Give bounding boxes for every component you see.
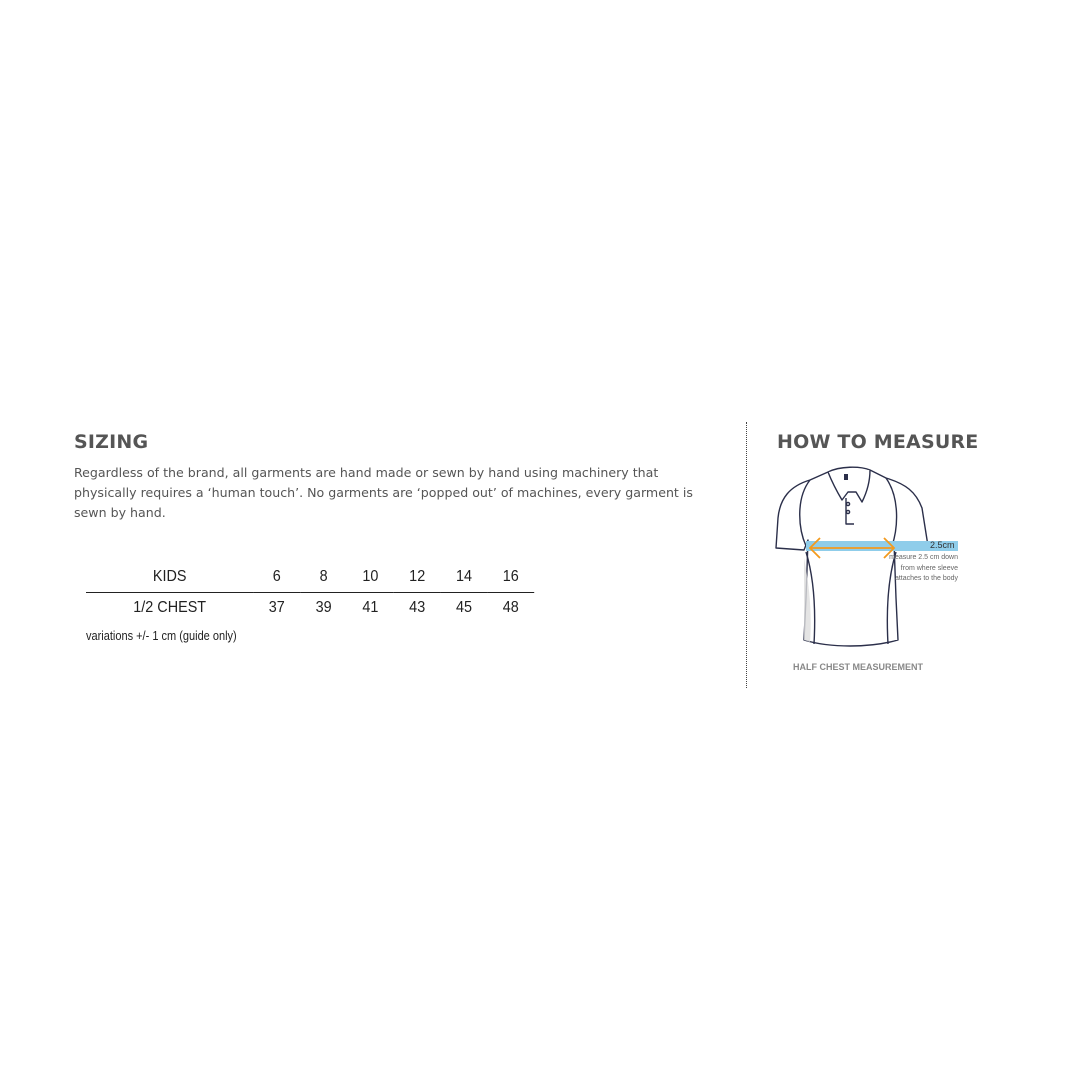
chest-cell: 39 [315, 599, 332, 616]
measure-title: HOW TO MEASURE [777, 431, 979, 453]
table-row [86, 593, 534, 624]
chest-cell: 41 [362, 599, 379, 616]
size-cell: 12 [394, 562, 441, 593]
chest-cell: 37 [268, 599, 285, 616]
kids-label: KIDS [86, 562, 253, 593]
diagram-caption: HALF CHEST MEASUREMENT [793, 662, 923, 672]
table-header-row [86, 562, 534, 593]
size-cell: 14 [441, 562, 488, 593]
size-chart-table [86, 562, 534, 623]
offset-label: 2.5cm [930, 540, 955, 550]
size-cell: 10 [347, 562, 394, 593]
section-divider [746, 422, 747, 688]
variation-note: variations +/- 1 cm (guide only) [86, 629, 237, 643]
sizing-title: SIZING [74, 431, 149, 453]
chest-cell: 48 [502, 599, 519, 616]
size-cell: 6 [253, 562, 300, 593]
chest-cell: 43 [409, 599, 426, 616]
label-tag-icon [844, 474, 848, 480]
chest-cell: 45 [455, 599, 473, 616]
chest-label: 1/2 CHEST [133, 599, 207, 616]
sizing-intro: Regardless of the brand, all garments are hand made or sewn by hand using machinery that physically requires a ‘human touch’. No garments are ‘popped out’ of machines, every garment is sewn by hand. [74, 465, 693, 520]
measure-instruction: measure 2.5 cm down from where sleeve attaches to the body [889, 554, 958, 582]
size-cell: 16 [487, 562, 534, 593]
size-cell: 8 [300, 562, 347, 593]
